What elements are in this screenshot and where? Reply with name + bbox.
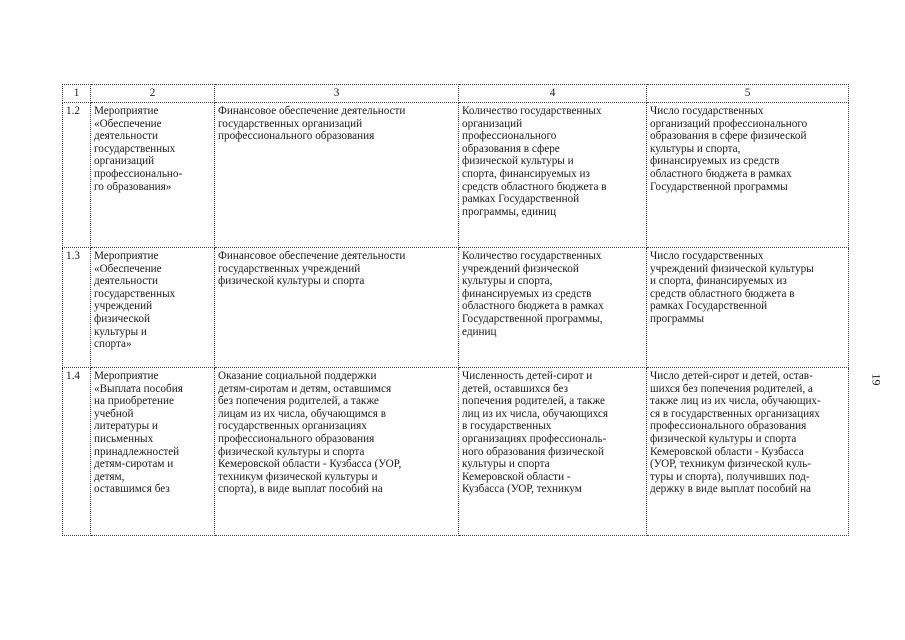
row-description: Финансовое обеспечение деятельности государственных организаций профессионального образования — [215, 103, 459, 248]
row-method: Число детей-сирот и детей, остав- шихся без попечения родителей, а также лиц из их числа, обучающих- ся в государственных организациях профессионального образования физической культуры и спорта Кемеровской области - Кузбасса (УОР, техникум физической куль- туры и спорта), получивших под- держку в виде выплат пособий на — [647, 368, 849, 536]
row-description: Оказание социальной поддержки детям-сиротам и детям, оставшимся без попечения родителей, а также лицам из их числа, обучающимся в государственных организациях профессионального образования физической культуры и спорта Кемеровской области - Кузбасса (УОР, техникум физической культуры и спорта), в виде выплат пособий на — [215, 368, 459, 536]
row-event: Мероприятие «Обеспечение деятельности государственных организаций профессионально- го образования» — [91, 103, 215, 248]
row-event: Мероприятие «Обеспечение деятельности государственных учреждений физической культуры и спорта» — [91, 248, 215, 368]
table-row — [63, 103, 849, 248]
header-col-4: 4 — [459, 85, 647, 103]
row-event: Мероприятие «Выплата пособия на приобретение учебной литературы и письменных принадлежностей детям-сиротам и детям, оставшимся без — [91, 368, 215, 536]
table-row — [63, 368, 849, 536]
program-table — [62, 84, 849, 536]
row-number: 1.4 — [63, 368, 91, 536]
row-indicator: Количество государственных учреждений физической культуры и спорта, финансируемых из средств областного бюджета в рамках Государственной программы, единиц — [459, 248, 647, 368]
row-indicator: Численность детей-сирот и детей, оставшихся без попечения родителей, а также лиц из их числа, обучающихся в государственных организациях профессиональ- ного образования физической культуры и спорта Кемеровской области - Кузбасса (УОР, техникум — [459, 368, 647, 536]
header-col-1: 1 — [63, 85, 91, 103]
header-col-5: 5 — [647, 85, 849, 103]
row-method: Число государственных организаций профессионального образования в сфере физической культуры и спорта, финансируемых из средств областного бюджета в рамках Государственной программы — [647, 103, 849, 248]
table-row — [63, 248, 849, 368]
row-number: 1.3 — [63, 248, 91, 368]
page-number: 19 — [869, 373, 884, 386]
table-header-row — [63, 85, 849, 103]
header-col-2: 2 — [91, 85, 215, 103]
header-col-3: 3 — [215, 85, 459, 103]
row-indicator: Количество государственных организаций профессионального образования в сфере физической культуры и спорта, финансируемых из средств областного бюджета в рамках Государственной программы, единиц — [459, 103, 647, 248]
row-description: Финансовое обеспечение деятельности государственных учреждений физической культуры и спорта — [215, 248, 459, 368]
row-number: 1.2 — [63, 103, 91, 248]
row-method: Число государственных учреждений физической культуры и спорта, финансируемых из средств областного бюджета в рамках Государственной программы — [647, 248, 849, 368]
